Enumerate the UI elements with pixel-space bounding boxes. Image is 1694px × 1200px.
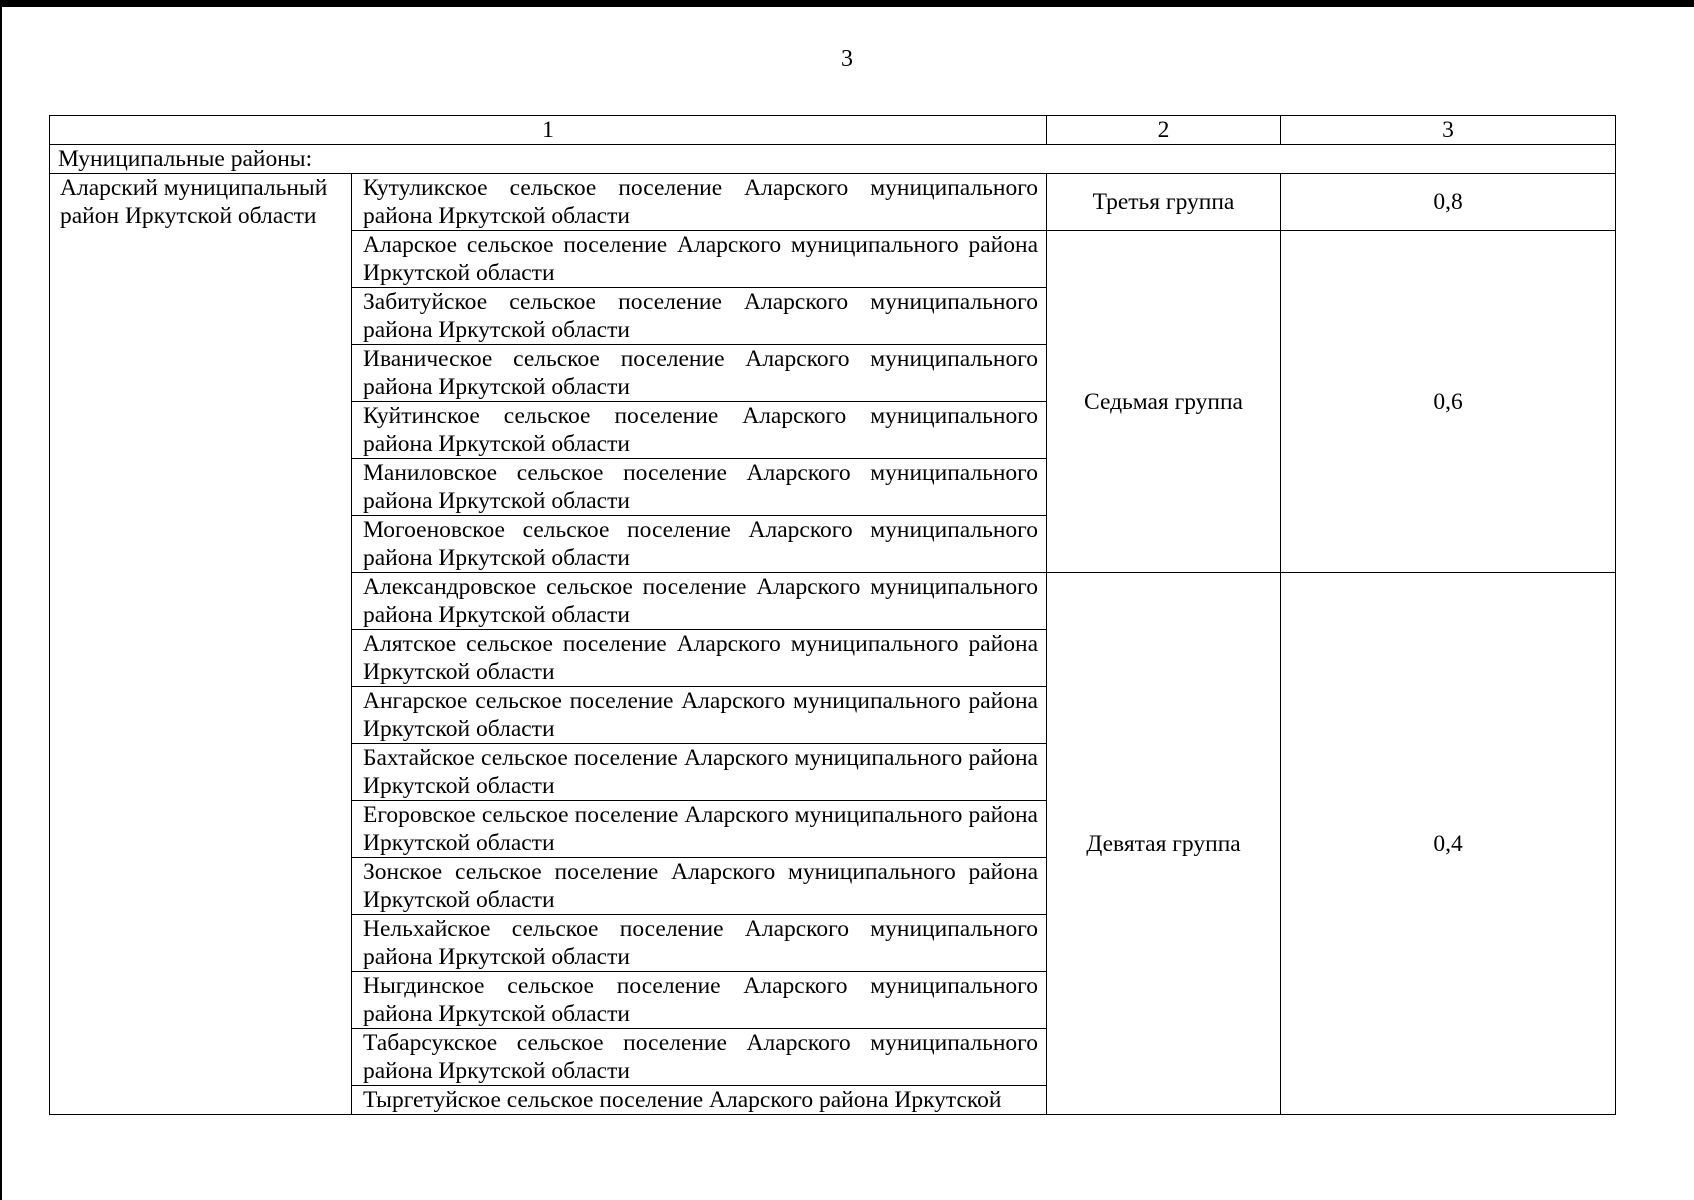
coefficient-cell: 0,6: [1281, 231, 1616, 573]
table-row: [50, 174, 1616, 231]
section-row: [50, 145, 1616, 174]
district-name: Аларский муниципальный район Иркутской области: [50, 174, 352, 1115]
settlement-cell: Александровское сельское поселение Аларского муниципального района Иркутской области: [352, 573, 1047, 630]
settlement-cell: Маниловское сельское поселение Аларского муниципального района Иркутской области: [352, 459, 1047, 516]
settlement-cell: Тыргетуйское сельское поселение Аларского района Иркутской: [352, 1086, 1047, 1115]
districts-table: [49, 115, 1616, 1115]
settlement-cell: Алятское сельское поселение Аларского муниципального района Иркутской области: [352, 630, 1047, 687]
group-cell: Третья группа: [1047, 174, 1281, 231]
group-cell: Седьмая группа: [1047, 231, 1281, 573]
header-col-2: 2: [1047, 116, 1281, 145]
settlement-cell: Егоровское сельское поселение Аларского муниципального района Иркутской области: [352, 801, 1047, 858]
settlement-cell: Бахтайское сельское поселение Аларского муниципального района Иркутской области: [352, 744, 1047, 801]
left-border-line: [0, 0, 2, 1200]
settlement-cell: Ангарское сельское поселение Аларского муниципального района Иркутской области: [352, 687, 1047, 744]
settlement-cell: Нельхайское сельское поселение Аларского муниципального района Иркутской области: [352, 915, 1047, 972]
coefficient-cell: 0,8: [1281, 174, 1616, 231]
settlement-cell: Куйтинское сельское поселение Аларского муниципального района Иркутской области: [352, 402, 1047, 459]
group-cell: Девятая группа: [1047, 573, 1281, 1115]
coefficient-cell: 0,4: [1281, 573, 1616, 1115]
settlement-cell: Могоеновское сельское поселение Аларского муниципального района Иркутской области: [352, 516, 1047, 573]
table-header-row: [50, 116, 1616, 145]
header-col-3: 3: [1281, 116, 1616, 145]
settlement-cell: Ныгдинское сельское поселение Аларского муниципального района Иркутской области: [352, 972, 1047, 1029]
settlement-cell: Забитуйское сельское поселение Аларского муниципального района Иркутской области: [352, 288, 1047, 345]
header-col-1: 1: [50, 116, 1047, 145]
page-number: 3: [841, 46, 853, 72]
top-border-line: [0, 0, 1694, 7]
settlement-cell: Кутуликское сельское поселение Аларского муниципального района Иркутской области: [352, 174, 1047, 231]
section-title: Муниципальные районы:: [50, 145, 1616, 174]
settlement-cell: Аларское сельское поселение Аларского муниципального района Иркутской области: [352, 231, 1047, 288]
settlement-cell: Иваническое сельское поселение Аларского муниципального района Иркутской области: [352, 345, 1047, 402]
settlement-cell: Табарсукское сельское поселение Аларского муниципального района Иркутской области: [352, 1029, 1047, 1086]
settlement-cell: Зонское сельское поселение Аларского муниципального района Иркутской области: [352, 858, 1047, 915]
